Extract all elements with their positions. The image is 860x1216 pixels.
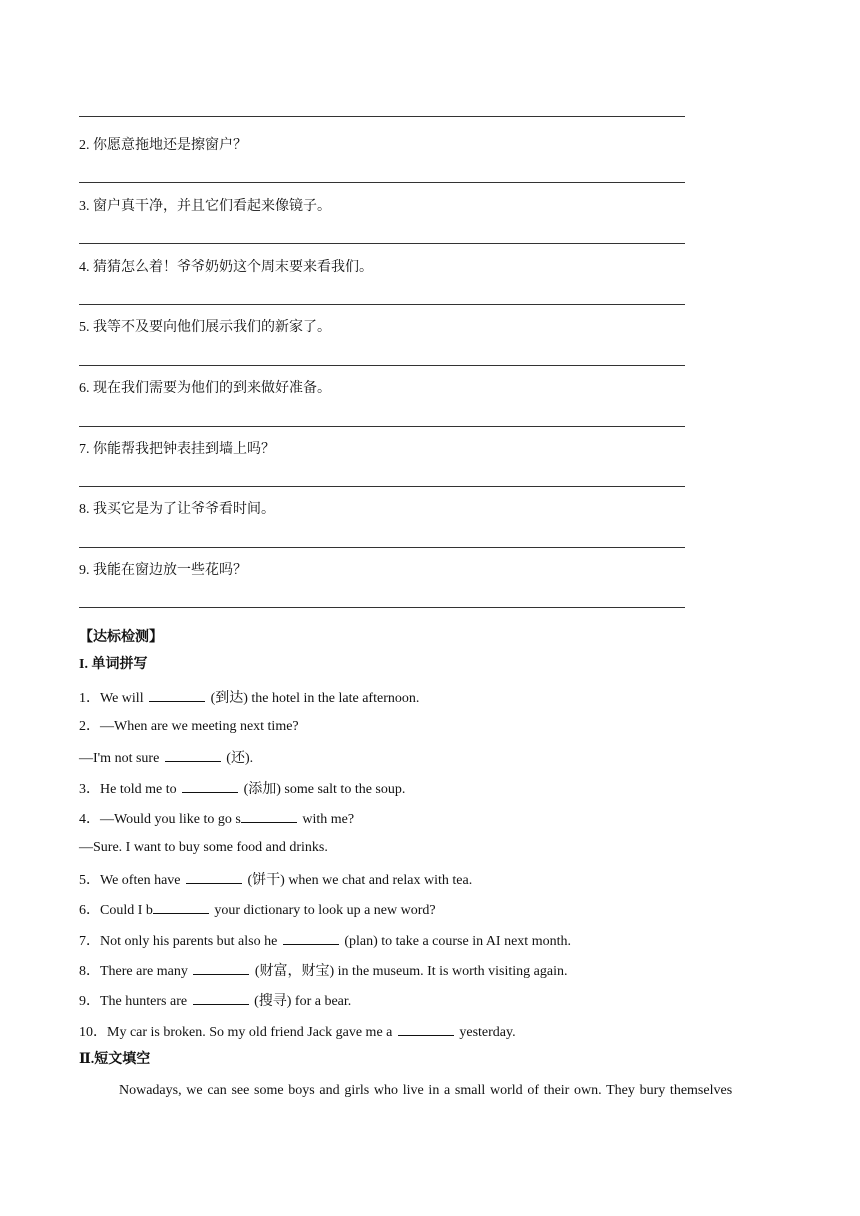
answer-line-9[interactable] xyxy=(79,607,685,608)
spelling-q10 xyxy=(79,1022,516,1042)
answer-line-5[interactable] xyxy=(79,365,685,366)
q6-blank[interactable] xyxy=(153,900,209,914)
translation-item-8: 8. 我买它是为了让爷爷看时间。 xyxy=(79,502,275,517)
translation-item-9: 9. 我能在窗边放一些花吗？ xyxy=(79,563,247,578)
spelling-q4 xyxy=(79,809,354,829)
q7-blank[interactable] xyxy=(283,931,339,945)
q2-text-c: (还). xyxy=(226,751,254,766)
q3-text-a: 3．He told me to xyxy=(79,782,177,797)
q6-text-a: 6．Could I b xyxy=(79,903,153,918)
q4-blank[interactable] xyxy=(241,809,297,823)
answer-line-7[interactable] xyxy=(79,486,685,487)
q4-text-b: with me? xyxy=(302,812,355,827)
q6-text-b: your dictionary to look up a new word? xyxy=(214,903,436,918)
part2-title: Ⅱ.短文填空 xyxy=(79,1052,151,1067)
q8-text-b: (财富，财宝) in the museum. It is worth visiting again. xyxy=(254,964,568,979)
q1-blank[interactable] xyxy=(149,688,205,702)
spelling-q7 xyxy=(79,931,571,951)
q2-blank[interactable] xyxy=(165,748,221,762)
q9-blank[interactable] xyxy=(193,991,249,1005)
spelling-q2-reply xyxy=(79,748,253,768)
translation-item-7: 7. 你能帮我把钟表挂到墙上吗？ xyxy=(79,442,275,457)
q3-blank[interactable] xyxy=(182,779,238,793)
answer-line-3[interactable] xyxy=(79,243,685,244)
answer-line-6[interactable] xyxy=(79,426,685,427)
answer-line-2[interactable] xyxy=(79,182,685,183)
passage-line-1: Nowadays, we can see some boys and girls who live in a small world of their own. They bury themselves xyxy=(119,1083,733,1098)
spelling-q1 xyxy=(79,688,419,708)
q3-text-b: (添加) some salt to the soup. xyxy=(243,782,406,797)
spelling-q8 xyxy=(79,961,567,981)
translation-item-4: 4. 猜猜怎么着！爷爷奶奶这个周末要来看我们。 xyxy=(79,260,373,275)
translation-item-5: 5. 我等不及要向他们展示我们的新家了。 xyxy=(79,320,331,335)
part1-title: I. 单词拼写 xyxy=(79,657,148,672)
q7-text-b: (plan) to take a course in AI next month. xyxy=(344,934,571,949)
answer-line-8[interactable] xyxy=(79,547,685,548)
q7-text-a: 7．Not only his parents but also he xyxy=(79,934,278,949)
answer-line-4[interactable] xyxy=(79,304,685,305)
q1-text-a: 1．We will xyxy=(79,691,144,706)
q10-text-a: 10．My car is broken. So my old friend Jack gave me a xyxy=(79,1025,393,1040)
q1-text-b: (到达) the hotel in the late afternoon. xyxy=(210,691,420,706)
translation-item-3: 3. 窗户真干净，并且它们看起来像镜子。 xyxy=(79,199,331,214)
q2-text-b: —I'm not sure xyxy=(79,751,160,766)
q5-blank[interactable] xyxy=(186,870,242,884)
q9-text-a: 9．The hunters are xyxy=(79,994,188,1009)
q5-text-a: 5．We often have xyxy=(79,873,181,888)
spelling-q9 xyxy=(79,991,351,1011)
spelling-q6 xyxy=(79,900,436,920)
q10-text-b: yesterday. xyxy=(459,1025,516,1040)
translation-item-2: 2. 你愿意拖地还是擦窗户？ xyxy=(79,138,247,153)
translation-item-6: 6. 现在我们需要为他们的到来做好准备。 xyxy=(79,381,331,396)
q8-blank[interactable] xyxy=(193,961,249,975)
spelling-q5 xyxy=(79,870,472,890)
q5-text-b: (饼干) when we chat and relax with tea. xyxy=(247,873,473,888)
q10-blank[interactable] xyxy=(398,1022,454,1036)
spelling-q3 xyxy=(79,779,405,799)
section-heading: 【达标检测】 xyxy=(79,630,163,645)
spelling-q2: 2．—When are we meeting next time? xyxy=(79,719,299,734)
q4-text-a: 4．—Would you like to go s xyxy=(79,812,241,827)
q8-text-a: 8．There are many xyxy=(79,964,188,979)
spelling-q4-reply: —Sure. I want to buy some food and drinks. xyxy=(79,840,328,855)
answer-line-1[interactable] xyxy=(79,116,685,117)
q9-text-b: (搜寻) for a bear. xyxy=(254,994,352,1009)
